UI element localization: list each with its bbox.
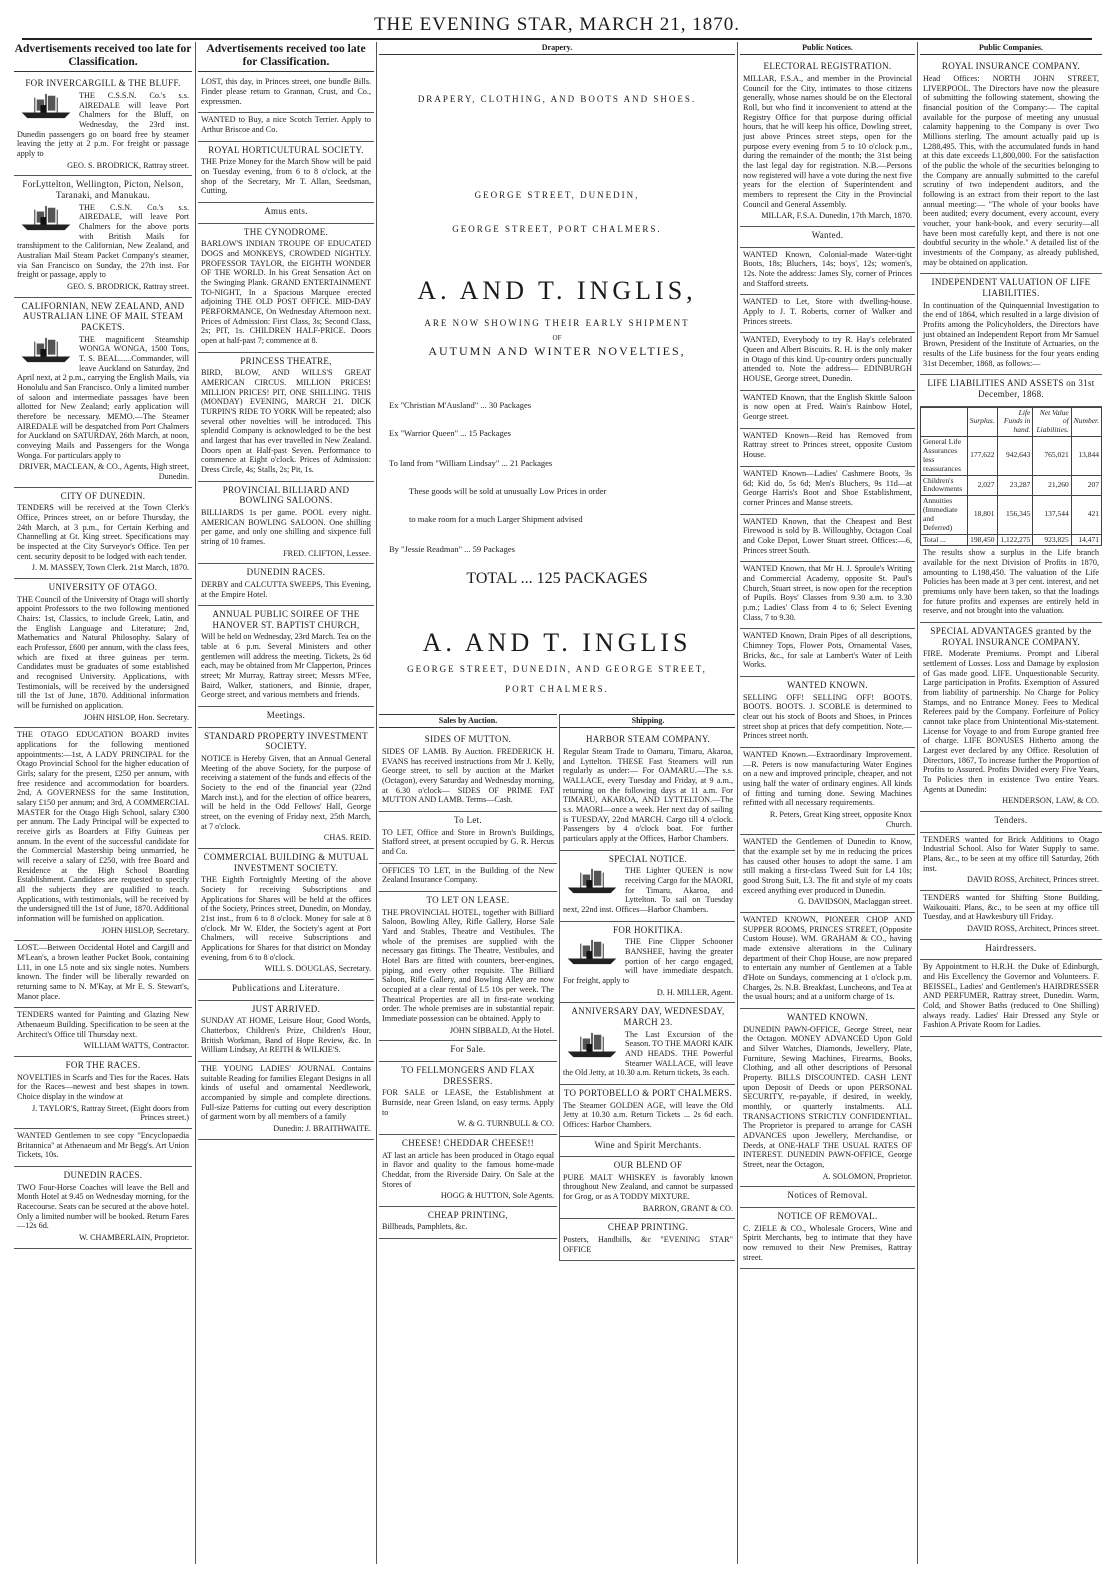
ad-title: Notices of Removal. xyxy=(787,1190,868,1201)
ad-signature: W. & G. TURNBULL & CO. xyxy=(457,1119,554,1129)
ad-list xyxy=(920,58,1102,1037)
column-divider xyxy=(376,42,377,1564)
ad-title: FOR INVERCARGILL & THE BLUFF. xyxy=(25,78,181,89)
advertisement xyxy=(14,488,192,579)
advertisement xyxy=(740,562,915,629)
column-header: Life Funds in hand. xyxy=(997,407,1033,437)
ad-signature: HOGG & HUTTON, Sole Agents. xyxy=(440,1191,554,1201)
ship-icon xyxy=(17,204,75,232)
advertisement xyxy=(198,142,374,203)
ad-body: LOST, this day, in Princes street, one bundle Bills. Finder please return to Grannan, Crust, and Co., expressmen. xyxy=(201,77,371,106)
ad-title: UNIVERSITY OF OTAGO. xyxy=(48,581,158,592)
column-3 xyxy=(379,42,735,1564)
ad-body: SIDES OF LAMB. By Auction. FREDERICK H. EVANS has received instructions from Mr J. Kelly, George street, to sell by auction at the Market (Octagon), every Saturday and Wednesday morning, at 6.30 o'clock— SIDES OF PRIME FAT MUTTON AND LAMB. Terms—Cash. xyxy=(382,747,554,805)
advertisement xyxy=(560,1219,735,1261)
advertisement xyxy=(14,1008,192,1057)
advertisement xyxy=(198,224,374,353)
ad-title: CHEESE! CHEDDAR CHEESE!! xyxy=(401,1137,535,1148)
ad-body: Billheads, Pamphlets, &c. xyxy=(382,1222,468,1232)
advertisement xyxy=(198,75,374,113)
ad-title: Amus ents. xyxy=(264,206,308,217)
ad-body: THE PROVINCIAL HOTEL, together with Billiard Saloon, Bowling Alley, Rifle Gallery, Horse Sale Yard and Stables, Theatre and Vestibules. The whole of the premises are supplied with the necessary gas fittings. The Theatre, Vestibules, and Hotel Bars are fitted with counters, beer-engines, piping, and every other requisite. The Billiard Saloon, Rifle Gallery, and Bowling Alley are now occupied at a clear rental of L5 10s per week. The Theatrical Properties are all in first-rate working order. The whole premises are in substantial repair. Immediate possession can be obtained. Apply to xyxy=(382,907,554,1024)
advertisement xyxy=(920,833,1102,891)
ad-signature: DRIVER, MACLEAN, & CO., Agents, High street, Dunedin. xyxy=(18,462,189,481)
ad-body: WANTED Known, Colonial-made Water-tight Boots, 18s; Bluchers, 14s; boys', 12s; women's, 12s. Note the address: James Sly, corner of Princes and Stafford streets. xyxy=(743,249,912,288)
drapery-ad xyxy=(379,58,735,698)
ad-title: JUST ARRIVED. xyxy=(251,1003,321,1014)
ad-title: Hairdressers. xyxy=(985,942,1037,953)
table-header-row xyxy=(921,407,1102,437)
table-row xyxy=(921,437,1102,475)
section-header: Shipping. xyxy=(560,715,735,728)
advertisement xyxy=(740,227,915,248)
column-divider xyxy=(917,42,918,1564)
advertisement xyxy=(740,913,915,1009)
section-header: Drapery. xyxy=(379,42,735,55)
advertisement xyxy=(920,274,1102,375)
advertisement xyxy=(920,891,1102,940)
ad-body: TO LET, Office and Store in Brown's Buildings, Stafford street, at present occupied by G. R. Hercus and Co. xyxy=(382,827,554,857)
ad-body: THE Prize Money for the March Show will be paid on Tuesday evening, from 6 to 8 o'clock, at the shop of the Secretary, Mr T. Allan, Seedsman, Cutting. xyxy=(201,157,371,196)
ad-signature: J. TAYLOR'S, Rattray Street, (Eight doors from Princes street.) xyxy=(31,1103,189,1123)
ad-title: DUNEDIN RACES. xyxy=(246,567,326,578)
advertisement xyxy=(560,851,735,922)
ad-body: TENDERS will be received at the Town Clerk's Office, Princes street, on or before Thursday, the 24th March, at 3 p.m., for Certain Kerbing and Channelling at Gt. King street. Specifications may be inspected at the City Surveyor's Office. Ten per cent. security deposit to be lodged with each tender. xyxy=(17,503,189,561)
column-divider xyxy=(195,42,196,1564)
advertisement xyxy=(920,623,1102,812)
ad-title: HARBOR STEAM COMPANY. xyxy=(585,734,711,745)
ad-title: Publications and Literature. xyxy=(231,982,341,993)
ad-body: By Appointment to H.R.H. the Duke of Edinburgh, and His Excellency the Governor and Volunteers. F. BEISSEL, Ladies' and Gentlemen's HAIRDRESSER AND PERFUMER, Rattray street, Dunedin. Warm, Cold, and Shower Baths (reduced to One Shilling) always ready. Ladies' Hair Dressed any Style or Fashion A Private Room for Ladies. xyxy=(923,962,1099,1030)
advertisement xyxy=(379,864,557,892)
ad-title: For Sale. xyxy=(450,1044,486,1055)
advertisement xyxy=(740,677,915,748)
ad-title: CITY OF DUNEDIN. xyxy=(60,490,146,501)
advertisement xyxy=(198,1001,374,1062)
row-label: Annuities (Immediate and Deferred) xyxy=(921,496,968,534)
column-header: Surplus. xyxy=(967,407,997,437)
ad-title: TO FELLMONGERS AND FLAX DRESSERS. xyxy=(401,1065,535,1086)
ad-list xyxy=(198,75,374,1139)
table-row xyxy=(921,534,1102,546)
row-label: Total ... xyxy=(921,534,968,546)
column-1 xyxy=(14,42,192,1564)
package-line: To land from "William Lindsay" ... 21 Packages xyxy=(389,458,553,469)
total-line: TOTAL ... 125 PACKAGES xyxy=(466,570,648,588)
column-4 xyxy=(740,42,915,1564)
ad-body: TWO Four-Horse Coaches will leave the Bell and Month Hotel at 9.45 on Wednesday morning, for the Racecourse. Seats can be secured at the above hotel. Only a limited number will be booked. Return Fares—12s 6d. xyxy=(17,1182,189,1231)
ad-title: TO PORTOBELLO & PORT CHALMERS. xyxy=(563,1087,733,1098)
shipping-subcolumn xyxy=(559,714,735,1261)
ad-body: NOVELTIES in Scarfs and Ties for the Races. Hats for the Races—newest and best shapes in town. Choice display in the window at xyxy=(17,1072,189,1102)
ad-title: Wanted. xyxy=(811,230,844,241)
ad-body: THE Fine Clipper Schooner BANSHEE, having the greater portion of her cargo engaged, will have immediate despatch. For freight, apply to xyxy=(563,937,733,986)
advertisement xyxy=(740,835,915,913)
advertisement xyxy=(740,429,915,467)
section-header: Advertisements received too late for Classification. xyxy=(14,42,192,72)
advertisement xyxy=(14,728,192,941)
advertisement xyxy=(14,941,192,1008)
drapery-line: ARE NOW SHOWING THEIR EARLY SHIPMENT xyxy=(424,318,690,329)
advertisement xyxy=(740,467,915,515)
ad-title: ANNIVERSARY DAY, WEDNESDAY, MARCH 23. xyxy=(571,1006,725,1027)
advertisement xyxy=(198,113,374,141)
ad-signature: CHAS. REID. xyxy=(323,833,371,843)
ad-body: SELLING OFF! SELLING OFF! BOOTS. BOOTS. BOOTS. J. SCOBLE is determined to clear out his stock of Boots and Shoes, in Princes street shop at prices that defy competition. Note.—Princes street north. xyxy=(743,692,912,741)
ad-title: COMMERCIAL BUILDING & MUTUAL INVESTMENT SOCIETY. xyxy=(203,852,369,873)
ad-body: NOTICE is Hereby Given, that an Annual General Meeting of the above Society, for the purpose of receiving a statement of the funds and effects of the Society to the end of the financial year (22nd March inst.), and for the election of office bearers, will be held in the Odd Fellows' Hall, George street, on the evening of Friday next, 25th March, at 7 o'clock. xyxy=(201,753,371,831)
ad-body: THE C.S.N. Co.'s s.s. AIREDALE, will leave Port Chalmers for the above ports with British Mails for transhipment to the Californian, New Zealand, and Australian Mail Steam Packet Company's steamer, via San Francisco on Sunday, the 27th inst. For freight or passage, apply to xyxy=(17,202,189,280)
advertisement xyxy=(198,564,374,606)
drapery-headline: DRAPERY, CLOTHING, AND BOOTS AND SHOES. xyxy=(417,94,697,105)
advertisement xyxy=(740,1009,915,1187)
ad-title: ROYAL HORTICULTURAL SOCIETY. xyxy=(208,144,364,155)
advertisement xyxy=(740,391,915,429)
ad-signature: MILLAR, F.S.A. Dunedin, 17th March, 1870. xyxy=(761,211,912,221)
column-header: Net Value of Liabilities. xyxy=(1033,407,1071,437)
ad-body: TENDERS wanted for Painting and Glazing New Athenaeum Building. Specification to be seen at the Architect's Office till Thursday next. xyxy=(17,1010,189,1039)
ad-title: Wine and Spirit Merchants. xyxy=(594,1139,702,1150)
ad-body: WANTED Known, that the English Skittle Saloon is now open at Fred. Wain's Rainbow Hotel, George street. xyxy=(743,392,912,422)
ad-title: ANNUAL PUBLIC SOIREE OF THE HANOVER ST. BAPTIST CHURCH, xyxy=(212,609,360,630)
ad-body: FOR SALE or LEASE, the Establishment at Burnside, near Green Island, on easy terms. Apply to xyxy=(382,1088,554,1117)
ad-title: PROVINCIAL BILLIARD AND BOWLING SALOONS. xyxy=(222,484,350,506)
ad-body: TENDERS wanted for Brick Additions to Otago Industrial School. Also for Water Supply to same. Plans, &c., to be seen at my office till Saturday, 26th inst. xyxy=(923,834,1099,873)
advertisement xyxy=(920,58,1102,274)
ad-list xyxy=(379,731,557,1239)
ad-body: In continuation of the Quinquennial Investigation to the end of 1864, which resulted in a large division of Profits among the Policyholders, the Directors have just obtained an Independent Report from Mr Samuel Brown, President of the Institute of Actuaries, on the results of the Life business for the four years ending 31st December, 1868, as follows:— xyxy=(923,300,1099,368)
ad-title: THE CYNODROME. xyxy=(243,226,329,237)
advertisement xyxy=(379,1135,557,1207)
table-cell: 23,287 xyxy=(997,475,1033,496)
section-header: Public Companies. xyxy=(920,42,1102,55)
ship-icon xyxy=(563,1031,621,1059)
auction-subcolumn xyxy=(379,714,557,1239)
table-cell: 1,122,275 xyxy=(997,534,1033,546)
ad-title: NOTICE OF REMOVAL. xyxy=(777,1210,878,1221)
ad-body: BARLOW'S INDIAN TROUPE OF EDUCATED DOGS and MONKEYS, CROWDED NIGHTLY. PROFESSOR TAYLOR, the EIGHTH WONDER OF THE WORLD. In his Great Sensation Act on the Swinging Plank. GRAND ENTERTAINMENT TO-NIGHT, In a Spacious Marquee erected adjoining THE OLD POST OFFICE. MID-DAY PERFORMANCE, On Wednesday Afternoon next. Prices of Admission: First Class, 3s; Second Class, 2s; PIT, 1s. CHILDREN HALF-PRICE. Doors open at half-past 7; commence at 8. xyxy=(201,239,371,346)
ad-signature: D. H. MILLER, Agent. xyxy=(656,987,733,997)
ad-signature: GEO. S. BRODRICK, Rattray street. xyxy=(67,282,189,292)
ad-list xyxy=(14,75,192,1248)
table-row xyxy=(921,475,1102,496)
column-5 xyxy=(920,42,1102,1564)
advertisement xyxy=(198,849,374,980)
package-line: Ex "Warrior Queen" ... 15 Packages xyxy=(389,428,511,439)
ad-list xyxy=(740,58,915,1269)
advertisement xyxy=(198,606,374,707)
advertisement xyxy=(920,940,1102,961)
ad-body: WANTED Known, Drain Pipes of all descriptions, Chimney Tops, Flower Pots, Ornamental Vases, Bricks, &c., for sale at Lambert's Water of Leith Works. xyxy=(743,631,912,670)
ad-title: CHEAP PRINTING, xyxy=(427,1209,509,1220)
ad-title: SPECIAL NOTICE. xyxy=(608,853,688,864)
row-label: General Life Assurances less reassurances xyxy=(921,437,968,475)
ad-body: WANTED Known.—Extraordinary Improvement.—R. Peters is now manufacturing Water Engines on a new and improved principle, cheaper, and not using half the water of ordinary engines. All kinds of fitting and turning done. Sewing Machines refitted with all necessary requirements. xyxy=(743,749,912,808)
ad-title: CHEAP PRINTING. xyxy=(607,1222,689,1233)
table-cell: 21,260 xyxy=(1033,475,1071,496)
ad-body: THE Lighter QUEEN is now receiving Cargo for the MAORI, for Timaru, Akaroa, and Lyttelton. To sail on Tuesday next, 22nd inst. Offices—Harbor Chambers. xyxy=(563,866,733,915)
table-row xyxy=(921,496,1102,534)
ad-body: LOST.—Between Occidental Hotel and Cargill and M'Lean's, a brown leather Pocket Book, containing L11, in one L5 note and six single notes. Numbers known. The finder will be liberally rewarded on returning same to N. M'Kay, at Mr E. S. Stewart's, Manor place. xyxy=(17,943,189,1001)
ad-signature: BARRON, GRANT & CO. xyxy=(642,1203,733,1213)
ad-title: PRINCESS THEATRE, xyxy=(240,355,332,366)
advertisement xyxy=(14,579,192,728)
table-cell: 942,643 xyxy=(997,437,1033,475)
advertisement xyxy=(560,1157,735,1219)
ad-body: WANTED Gentlemen to see copy "Encyclopaedia Britannica" at Athenaeum and Mr Begg's. Art Union Tickets, 10s. xyxy=(17,1131,189,1160)
advertisement xyxy=(740,295,915,333)
ad-title: CALIFORNIAN, NEW ZEALAND, AND AUSTRALIAN LINE OF MAIL STEAM PACKETS. xyxy=(21,300,185,332)
advertisement xyxy=(14,176,192,297)
ad-body: THE Council of the University of Otago will shortly appoint Professors to the two following mentioned Chairs: 1st, Classics, to include Greek, Latin, and the English Language and Literature; 2nd, Mathematics and Natural Philosophy. Salary of each Professor, £600 per annum, with the class fees, which are fixed at three guineas per term. Candidates must be graduates of some established and recognised University. Applications, with Testimonials, will be received by the undersigned till the 1st of June, 1870. Additional information will be furnished on application. xyxy=(17,594,189,710)
ad-title: WANTED KNOWN. xyxy=(787,679,868,690)
ad-signature: Dunedin: J. BRAITHWAITE. xyxy=(273,1123,371,1133)
ad-signature: WILLIAM WATTS, Contractor. xyxy=(83,1041,189,1051)
package-line: Ex "Christian M'Ausland" ... 30 Packages xyxy=(389,400,532,411)
ad-body: DERBY and CALCUTTA SWEEPS, This Evening, at the Empire Hotel. xyxy=(201,579,371,599)
advertisement xyxy=(560,1137,735,1158)
ad-body: WANTED KNOWN, PIONEER CHOP AND SUPPER ROOMS, PRINCES STREET, (Opposite Custom House). WM. GRAHAM & CO., having made extensive alterations in the Culinary department of their Chop House, are now prepared to entertain any number of Gentlemen at a Table d'Hote on Sundays, commencing at 1 o'clock p.m. Charges, 2s. N.B. Breakfast, Luncheons, and Tea at the usual hours; and at a uniform charge of 1s. xyxy=(743,914,912,1002)
drapery-line: OF xyxy=(552,334,562,343)
ad-body: BILLIARDS 1s per game. POOL every night. AMERICAN BOWLING SALOON. One shilling per game, and only one shilling and sixpence full string of 10 frames. xyxy=(201,507,371,546)
ad-signature: G. DAVIDSON, Maclaggan street. xyxy=(798,897,912,907)
table-cell: 177,622 xyxy=(967,437,997,475)
table-cell: 421 xyxy=(1071,496,1101,534)
ad-body: WANTED to Let, Store with dwelling-house. Apply to J. T. Roberts, corner of Walker and Princes streets. xyxy=(743,297,912,326)
advertisement xyxy=(920,960,1102,1037)
ship-icon xyxy=(17,92,75,120)
ad-body: WANTED Known, that the Cheapest and Best Firewood is sold by B. Willoughby, Octagon Coal and Coke Depot, Lower Stuart street. Offices:—6, Princes street South. xyxy=(743,516,912,555)
ad-body: C. ZIELE & CO., Wholesale Grocers, Wine and Spirit Merchants, beg to intimate that they have now removed to their New Premises, Rattray street. xyxy=(743,1223,912,1262)
table-cell: 156,345 xyxy=(997,496,1033,534)
table-cell: 18,801 xyxy=(967,496,997,534)
ad-signature: JOHN HISLOP, Secretary. xyxy=(101,925,189,935)
ad-title: FOR HOKITIKA. xyxy=(613,924,683,935)
ad-title: ForLyttelton, Wellington, Picton, Nelson, Taranaki, and Manukau. xyxy=(22,179,184,201)
ad-title: DUNEDIN RACES. xyxy=(63,1170,143,1181)
advertisement xyxy=(560,922,735,1004)
ad-signature: A. SOLOMON, Proprietor. xyxy=(822,1171,912,1181)
advertisement xyxy=(198,980,374,1001)
ad-body: WANTED, Everybody to try R. Hay's celebrated Queen and Albert Biscuits. R. H. is the only maker in Otago of this kind. Up-country orders punctually attended to. Note the address— EDINBURGH HOUSE, George street, Dunedin. xyxy=(743,335,912,384)
column-divider xyxy=(737,42,738,1564)
ad-body: WANTED Known—Ladies' Cashmere Boots, 3s 6d; Kid do, 5s 6d; Men's Bluchers, 9s 11d—at George Harris's Boot and Shoe Establishment, corner Princes and Manse streets. xyxy=(743,468,912,507)
ad-signature: FRED. CLIFTON, Lessee. xyxy=(283,548,371,558)
ad-title: TO LET ON LEASE. xyxy=(426,895,510,906)
advertisement xyxy=(198,482,374,565)
advertisement xyxy=(740,1187,915,1208)
liabilities-table xyxy=(920,407,1102,547)
advertisement xyxy=(198,1062,374,1140)
ad-body: WANTED Known—Reid has Removed from Rattray street to Princes street, opposite Custom House. xyxy=(743,430,912,460)
advertisement xyxy=(198,203,374,224)
advertisement xyxy=(379,731,557,812)
ad-title: STANDARD PROPERTY INVESTMENT SOCIETY. xyxy=(204,730,368,752)
ad-title: Tenders. xyxy=(994,815,1028,826)
advertisement xyxy=(198,707,374,728)
advertisement xyxy=(379,812,557,864)
ad-title: OUR BLEND OF xyxy=(613,1160,683,1171)
advertisement xyxy=(379,1041,557,1062)
address-line: GEORGE STREET, DUNEDIN, AND GEORGE STREET, xyxy=(407,664,707,675)
table-cell: 765,021 xyxy=(1033,437,1071,475)
advertisement xyxy=(379,1207,557,1239)
ad-body: Head Offices: NORTH JOHN STREET, LIVERPOOL. The Directors have now the pleasure of submitting the following statement, showing the financial position of the Company:— The capital available for the purpose of meeting any unusual calamity happening to the Company is over Two Millions sterling. The amount actually paid up is L288,495. This, with the accumulated funds in hand at this date exceeds L1,800,000. For the satisfaction of the public the whole of the securities belonging to the Company are annually submitted to the careful scrutiny of two independent auditors, and the following is an extract from their report to the last annual meeting:— "The whole of your books have been audited; every document, every account, every voucher, your bank-book, and every security—all have been most carefully kept, and there is not one doubtful security in the whole." A detailed list of the investments of the Company, as already published, may be obtained on application. xyxy=(923,74,1099,267)
ship-icon xyxy=(563,867,621,895)
ad-signature: JOHN HISLOP, Hon. Secretary. xyxy=(83,712,189,722)
ad-title: WANTED KNOWN. xyxy=(787,1012,868,1023)
column-2 xyxy=(198,42,374,1564)
firm-name: A. AND T. INGLIS xyxy=(422,628,692,658)
ad-title: Meetings. xyxy=(266,710,306,721)
ad-title: LIFE LIABILITIES AND ASSETS on 31st December, 1868. xyxy=(927,378,1095,400)
ship-icon xyxy=(17,336,75,364)
table-cell: 923,825 xyxy=(1033,534,1071,546)
section-header: Public Notices. xyxy=(740,42,915,55)
ad-body: WANTED to Buy, a nice Scotch Terrier. Apply to Arthur Briscoe and Co. xyxy=(201,115,371,135)
ad-body: Posters, Handbills, &c "EVENING STAR" OFFICE xyxy=(563,1235,733,1254)
advertisement xyxy=(14,1057,192,1129)
ad-list xyxy=(560,731,735,1261)
advertisement xyxy=(560,1003,735,1085)
advertisement xyxy=(920,375,1102,406)
advertisement xyxy=(740,248,915,296)
table-cell: 13,844 xyxy=(1071,437,1101,475)
advertisement xyxy=(740,333,915,390)
ad-body: DUNEDIN PAWN-OFFICE, George Street, near the Octagon. MONEY ADVANCED Upon Gold and Silver Watches, Diamonds, Jewellery, Plate, Furniture, Sewing Machines, Firearms, Books, Clothing, and all other descriptions of Personal Property. BILLS DISCOUNTED. CASH LENT upon Deposit of Deeds or upon PERSONAL SECURITY, re-payable, if desired, in weekly, monthly, or quarterly instalments. ALL TRANSACTIONS STRICTLY CONFIDENTIAL. The Proprietor is prepared to arrange for CASH ADVANCES upon Jewellery, Merchandise, or Deeds, at ONE-HALF THE USUAL RATES OF INTEREST. DUNEDIN PAWN-OFFICE, George Street, near the Octagon, xyxy=(743,1024,912,1170)
ad-signature: DAVID ROSS, Architect, Princes street. xyxy=(967,875,1099,885)
drapery-line: These goods will be sold at unusually Low Prices in order xyxy=(409,486,607,497)
advertisement xyxy=(920,546,1102,623)
ad-body: TENDERS wanted for Shifting Stone Building, Waikouaiti. Plans, &c., to be seen at my office till Tuesday, and at Hawkesbury till Friday. xyxy=(923,893,1099,922)
ad-body: THE C.S.S.N. Co.'s s.s. AIREDALE will leave Port Chalmers for the Bluff, on Wednesday, the 23rd inst. Dunedin passengers go on board free by steamer leaving the jetty at 2 p.m. For freight or passage apply to xyxy=(17,91,189,159)
advertisement xyxy=(740,1208,915,1269)
advertisement xyxy=(14,1129,192,1167)
address-line: GEORGE STREET, PORT CHALMERS. xyxy=(452,224,662,235)
ad-title: FOR THE RACES. xyxy=(65,1060,141,1071)
advertisement xyxy=(14,75,192,176)
table-cell: 137,544 xyxy=(1033,496,1071,534)
firm-name: A. AND T. INGLIS, xyxy=(417,276,697,306)
ad-title: INDEPENDENT VALUATION OF LIFE LIABILITIES. xyxy=(931,277,1091,299)
advertisement xyxy=(560,1085,735,1137)
ad-signature: GEO. S. BRODRICK, Rattray street. xyxy=(67,160,189,170)
ad-title: To Let. xyxy=(454,815,482,826)
advertisement xyxy=(379,892,557,1041)
advertisement xyxy=(14,1167,192,1249)
ad-body: The Steamer GOLDEN AGE, will leave the Old Jetty at 10.30 a.m. Return Tickets ... 2s 6d each. Offices: Harbor Chambers. xyxy=(563,1100,733,1129)
ad-body: THE magnificent Steamship WONGA WONGA, 1500 Tons, T. S. BEAL......Commander, will leave Auckland on Saturday, 2nd April next, at 2 p.m., carrying the English Mails, via Honolulu and San Francisco. Only a limited number of saloon and intermediate passages have been allotted for New Zealand; early application will therefore be necessary. MEMO.—The Steamer AIREDALE will be despatched from Port Chalmers for Auckland on SATURDAY, 26th March, at noon, conveying Mails and Passengers for the Wonga Wonga. For particulars apply to xyxy=(17,334,189,460)
ad-body: OFFICES TO LET, in the Building of the New Zealand Insurance Company. xyxy=(382,865,554,885)
drapery-line: to make room for a much Larger Shipment advised xyxy=(409,514,583,525)
ad-body: The Last Excursion of the Season. TO THE MAORI KAIK AND HEADS. THE Powerful Steamer WALLACE, will leave the Old Jetty, at 10.30 a.m. Return tickets, 3s each. xyxy=(563,1029,733,1078)
advertisement xyxy=(740,58,915,227)
ad-body: BIRD, BLOW, AND WILLS'S GREAT AMERICAN CIRCUS. MILLION PRICES! MILLION PRICES! PIT, ONE SHILLING. THIS (MONDAY) EVENING, MARCH 21. DICK TURPIN'S RIDE TO YORK Will be repeated; also several other novelties will be introduced. This splendid Company is acknowledged to be the best and largest that has ever travelled in New Zealand. Doors open at Half-past Seven. Performance to commence at Eight o'clock. Prices of Admission: Dress Circle, 4s; Stalls, 2s; Pit, 1s. xyxy=(201,368,371,475)
ad-body: THE OTAGO EDUCATION BOARD invites applications for the following mentioned appointments:—1st, A LADY PRINCIPAL for the Otago Provincial School for the higher education of Girls; salary for the present, £250 per annum, with free residence and accommodation for boarders. 2nd, A GOVERNESS for the same Institution, salary £150 per annum; and 3rd, A COMMERCIAL MASTER for the Otago High School, salary £300 per annum. The Lady Principal will be expected to receive girls as Boarders at Fifty Guineas per annum. In the event of the successful candidate for the Commercial Mastership being unmarried, he will receive a salary of £250, with free Board and Residence at the High School Boarding Establishment. Candidates are requested to specify all the subjects they are qualified to teach. Applications, with testimonials, will be received by the undersigned till the 1st of June, 1870. Additional information will be furnished on application. xyxy=(17,730,189,924)
top-rule xyxy=(22,38,1092,40)
ad-title: ELECTORAL REGISTRATION. xyxy=(763,61,892,72)
ad-title: SIDES OF MUTTON. xyxy=(424,734,512,745)
column-header: Number. xyxy=(1071,407,1101,437)
advertisement xyxy=(740,629,915,677)
ad-signature: WILL S. DOUGLAS, Secretary. xyxy=(264,964,371,974)
address-line: PORT CHALMERS. xyxy=(505,684,609,695)
advertisement xyxy=(198,728,374,849)
advertisement xyxy=(740,748,915,835)
row-label: Children's Endowments xyxy=(921,475,968,496)
table-cell: 198,450 xyxy=(967,534,997,546)
masthead xyxy=(0,0,1114,40)
drapery-line: AUTUMN AND WINTER NOVELTIES, xyxy=(428,344,686,359)
ad-body: WANTED the Gentlemen of Dunedin to Know, that the example set by me in reducing the prices has caused other houses to adopt the same. I am still making a first-class Tweed Suit for L4 10s; good Strong Suit, L3. The fit and style of my coats exceed anything ever produced in Dunedin. xyxy=(743,837,912,895)
address-line: GEORGE STREET, DUNEDIN, xyxy=(474,190,640,201)
ad-title: SPECIAL ADVANTAGES granted by the ROYAL INSURANCE COMPANY. xyxy=(930,626,1092,647)
ad-body: MILLAR, F.S.A., and member in the Provincial Council for the City, intimates to those citizens generally, whose names should be on the Electoral Roll, but who find it inconvenient to attend at the Registry Office for that purpose during official hours, that he will keep his office, Dowling street, just above Princes street steps, open for the purpose every evening from 5 to 10 o'clock p.m., during the remainder of the month; the 31st being the last legal day for registration. N.B.—Persons now registered will have a vote during the next five years for the election of Superintendent and members to represent the City in the Provincial Council and General Assembly. xyxy=(743,74,912,209)
ad-title: ROYAL INSURANCE COMPANY. xyxy=(941,61,1081,72)
ad-signature: DAVID ROSS, Architect, Princes street. xyxy=(967,924,1099,934)
table-corner xyxy=(921,407,968,437)
table-cell: 14,471 xyxy=(1071,534,1101,546)
advertisement xyxy=(740,515,915,563)
section-header: Advertisements received too late for Classification. xyxy=(198,42,374,72)
ad-signature: R. Peters, Great King street, opposite Knox Church. xyxy=(769,809,912,829)
table-cell: 2,027 xyxy=(967,475,997,496)
newspaper-title: THE EVENING STAR, MARCH 21, 1870. xyxy=(373,14,741,35)
package-line: By "Jessie Readman" ... 59 Packages xyxy=(389,544,515,555)
ad-signature: HENDERSON, LAW, & CO. xyxy=(1002,796,1099,806)
ad-body: FIRE. Moderate Premiums. Prompt and Liberal settlement of Losses. Loss and Damage by explosion of Gas made good. LIFE. Unquestionable Security. Large participation in Profits. Exemption of Assured from liability of partnership. No Charge for Policy Stamps, and no Entrance Money. Fees to Medical Referees paid by the Company. Forfeiture of Policy cannot take place from Unintentional Mis-statement. License for Voyage to and from Europe granted free of charge. LIFE BONUSES Hitherto among the Largest ever declared by any Office. Resolution of Directors, 1867, To increase further the Proportion of Profits to Assured. Profits Divided every Five Years, To Policies then in existence Two entire Years. Agents at Dunedin: xyxy=(923,649,1099,794)
ad-body: WANTED Known, that Mr H. J. Sproule's Writing and Commercial Academy, opposite St. Paul's Church, Stuart street, is now open for the reception of Pupils. Boys' Classes from 9.30 a.m. to 3.30 p.m.; Ladies' Class from 4 to 6; Select Evening Class, 7 to 9.30. xyxy=(743,564,912,622)
advertisement xyxy=(379,1062,557,1135)
advertisement xyxy=(198,353,374,482)
section-header: Sales by Auction. xyxy=(379,715,557,728)
ad-body: AT last an article has been produced in Otago equal in flavor and quality to the famous home-made Cheddar, from the Riverside Dairy. On Sale at the Stores of xyxy=(382,1150,554,1189)
ship-icon xyxy=(563,938,621,966)
ad-body: PURE MALT WHISKEY is favorably known throughout New Zealand, and cannot be surpassed for Grog, or as A TODDY MIXTURE. xyxy=(563,1172,733,1202)
advertisement xyxy=(920,812,1102,833)
ad-signature: W. CHAMBERLAIN, Proprietor. xyxy=(79,1233,189,1243)
ad-body: THE Eighth Fortnightly Meeting of the above Society for receiving Subscriptions and Applications for Shares will be held at the offices of the Society, Princes street, Dunedin, on Monday, 21st inst., from 6 to 8 o'clock. Money for sale at 8 o'clock. Mr W. Elder, the Society's agent at Port Chalmers, will receive Subscriptions and Applications for Shares for that district on Monday evening, from 6 to 8 o'clock. xyxy=(201,875,371,962)
ad-body: THE YOUNG LADIES' JOURNAL Contains suitable Reading for families Elegant Designs in all kinds of useful and ornamental Needlework, accompanied by simple and complete directions. Full-size Patterns for cutting out every description of garment worn by all members of a family xyxy=(201,1063,371,1122)
ad-signature: J. M. MASSEY, Town Clerk. 21st March, 1870. xyxy=(31,563,189,573)
ad-body: SUNDAY AT HOME, Leisure Hour, Good Words, Chatterbox, Children's Prize, Children's Hour, British Workman, Band of Hope Review, &c. In William Lindsay, At REITH & WILKIE'S. xyxy=(201,1016,371,1055)
advertisement xyxy=(560,731,735,850)
ad-signature: JOHN SIBBALD, At the Hotel. xyxy=(449,1025,554,1035)
ad-body: Regular Steam Trade to Oamaru, Timaru, Akaroa, and Lyttelton. THESE Fast Steamers will run regularly as under:— For OAMARU.—The s.s. WALLACE, every Tuesday and Friday, at 9 a.m., returning on the following days at 11 a.m. For TIMARU, AKAROA, AND LYTTELTON.—The s.s. MAORI—once a week. Her next day of sailing is TUESDAY, 22nd MARCH. Cargo till 4 o'clock. Passengers by 4 o'clock boat. For further particulars apply at the Offices, Harbor Chambers. xyxy=(563,747,733,844)
table-cell: 207 xyxy=(1071,475,1101,496)
ad-body: The results show a surplus in the Life branch available for the next Division of Profits in 1870, amounting to L198,450. The valuation of the Life Policies has been made at 3 per cent. interest, and net premiums only have been taken, so that the loadings for future profits and expenses are entirely held in reserve, and not brought into the valuation. xyxy=(923,548,1099,616)
ad-body: Will be held on Wednesday, 23rd March. Tea on the table at 6 p.m. Several Ministers and other gentlemen will address the meeting. Tickets, 2s 6d each, may be obtained from Mr Clapperton, Princes street; Mr Murray, Rattray street; Messrs M'Fee, Baird, Walker, stationers, and Binnie, draper, George street, and various members and friends. xyxy=(201,632,371,700)
advertisement xyxy=(14,298,192,488)
